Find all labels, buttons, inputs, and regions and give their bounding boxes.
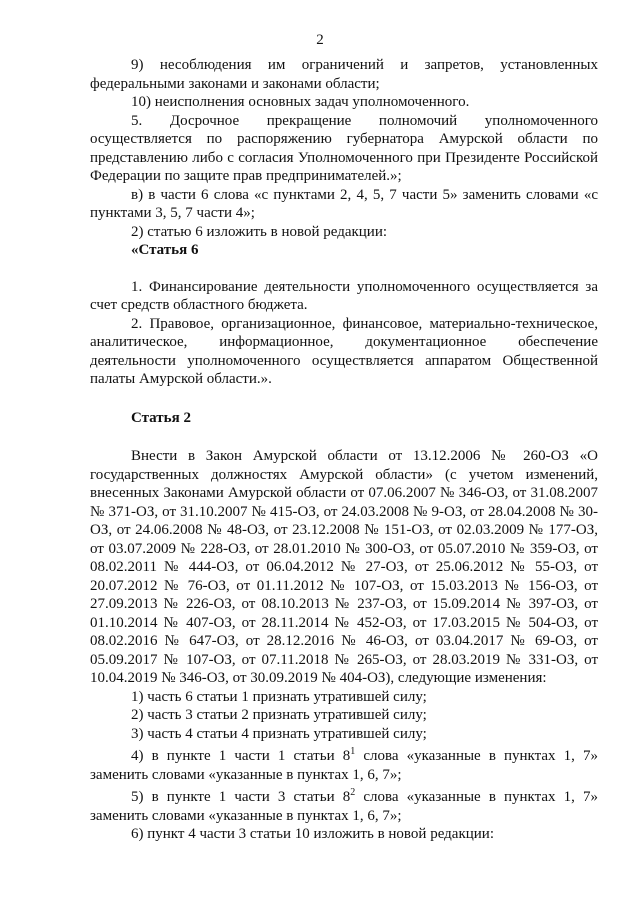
- item-text: слова «указанные в пунктах 1, 7» заменить словами «указанные в пунктах 1, 6, 7»;: [90, 789, 599, 824]
- paragraph: 9) несоблюдения им ограничений и запретов, установленных федеральными законами и законами области;: [90, 57, 598, 92]
- article-2-intro: Внести в Закон Амурской области от 13.12.2006 № 260-ОЗ «О государственных должностях Амурской области» (с учетом изменений, внесенных Законами Амурской области от 07.06.2007 № 346-ОЗ, от 31.08.2007 № 371-ОЗ, от 31.10.2007 № 415-ОЗ, от 24.03.2008 № 9-ОЗ, от 28.04.2008 № 30-ОЗ, от 24.06.2008 № 48-ОЗ, от 23.12.2008 № 151-ОЗ, от 02.03.2009 № 177-ОЗ, от 03.07.2009 № 228-ОЗ, от 28.01.2010 № 300-ОЗ, от 05.07.2010 № 359-ОЗ, от 08.02.2011 № 444-ОЗ, от 06.04.2012 № 27-ОЗ, от 25.06.2012 № 55-ОЗ, от 20.07.2012 № 76-ОЗ, от 01.11.2012 № 107-ОЗ, от 15.03.2013 № 156-ОЗ, от 27.09.2013 № 226-ОЗ, от 08.10.2013 № 237-ОЗ, от 15.09.2014 № 397-ОЗ, от 01.10.2014 № 407-ОЗ, от 28.11.2014 № 452-ОЗ, от 17.03.2015 № 504-ОЗ, от 08.02.2016 № 647-ОЗ, от 28.12.2016 № 46-ОЗ, от 03.04.2017 № 69-ОЗ, от 05.09.2017 № 107-ОЗ, от 07.11.2018 № 265-ОЗ, от 28.03.2019 № 331-ОЗ, от 10.04.2019 № 346-ОЗ, от 30.09.2019 № 404-ОЗ), следующие изменения:: [90, 448, 598, 686]
- list-item: 3) часть 4 статьи 4 признать утратившей силу;: [131, 725, 427, 742]
- superscript: 2: [350, 787, 356, 798]
- article-6-heading: «Статья 6: [131, 242, 199, 258]
- paragraph: в) в части 6 слова «с пунктами 2, 4, 5, 7 части 5» заменить словами «с пунктами 3, 5, 7 части 4»;: [90, 186, 598, 221]
- paragraph: 1. Финансирование деятельности уполномоченного осуществляется за счет средств областного бюджета.: [90, 278, 598, 313]
- item-text: слова «указанные в пунктах 1, 7» заменить словами «указанные в пунктах 1, 6, 7»;: [90, 748, 599, 783]
- item-text: 5) в пункте 1 части 3 статьи 8: [131, 789, 351, 805]
- paragraph: 10) неисполнения основных задач уполномоченного.: [131, 94, 470, 110]
- list-item: [90, 784, 598, 825]
- list-item: 2) часть 3 статьи 2 признать утратившей силу;: [131, 707, 427, 723]
- list-item: 1) часть 6 статьи 1 признать утратившей силу;: [131, 688, 427, 705]
- list-item: 6) пункт 4 части 3 статьи 10 изложить в новой редакции:: [131, 826, 494, 842]
- item-text: 4) в пункте 1 части 1 статьи 8: [131, 748, 351, 764]
- page-number: 2: [316, 32, 324, 48]
- paragraph: 2) статью 6 изложить в новой редакции:: [131, 223, 388, 240]
- article-2-heading: Статья 2: [131, 409, 191, 426]
- superscript: 1: [350, 746, 356, 757]
- paragraph: 2. Правовое, организационное, финансовое, материально-техническое, аналитическое, информационное, документационное обеспечение деятельности уполномоченного осуществляется аппаратом Общественной палаты Амурской области.».: [90, 315, 598, 387]
- list-item: [90, 743, 598, 784]
- paragraph: 5. Досрочное прекращение полномочий уполномоченного осуществляется по распоряжению губернатора Амурской области по представлению либо с согласия Уполномоченного при Президенте Российской Федерации по защите прав предпринимателей.»;: [90, 112, 598, 184]
- document-body: [90, 56, 598, 844]
